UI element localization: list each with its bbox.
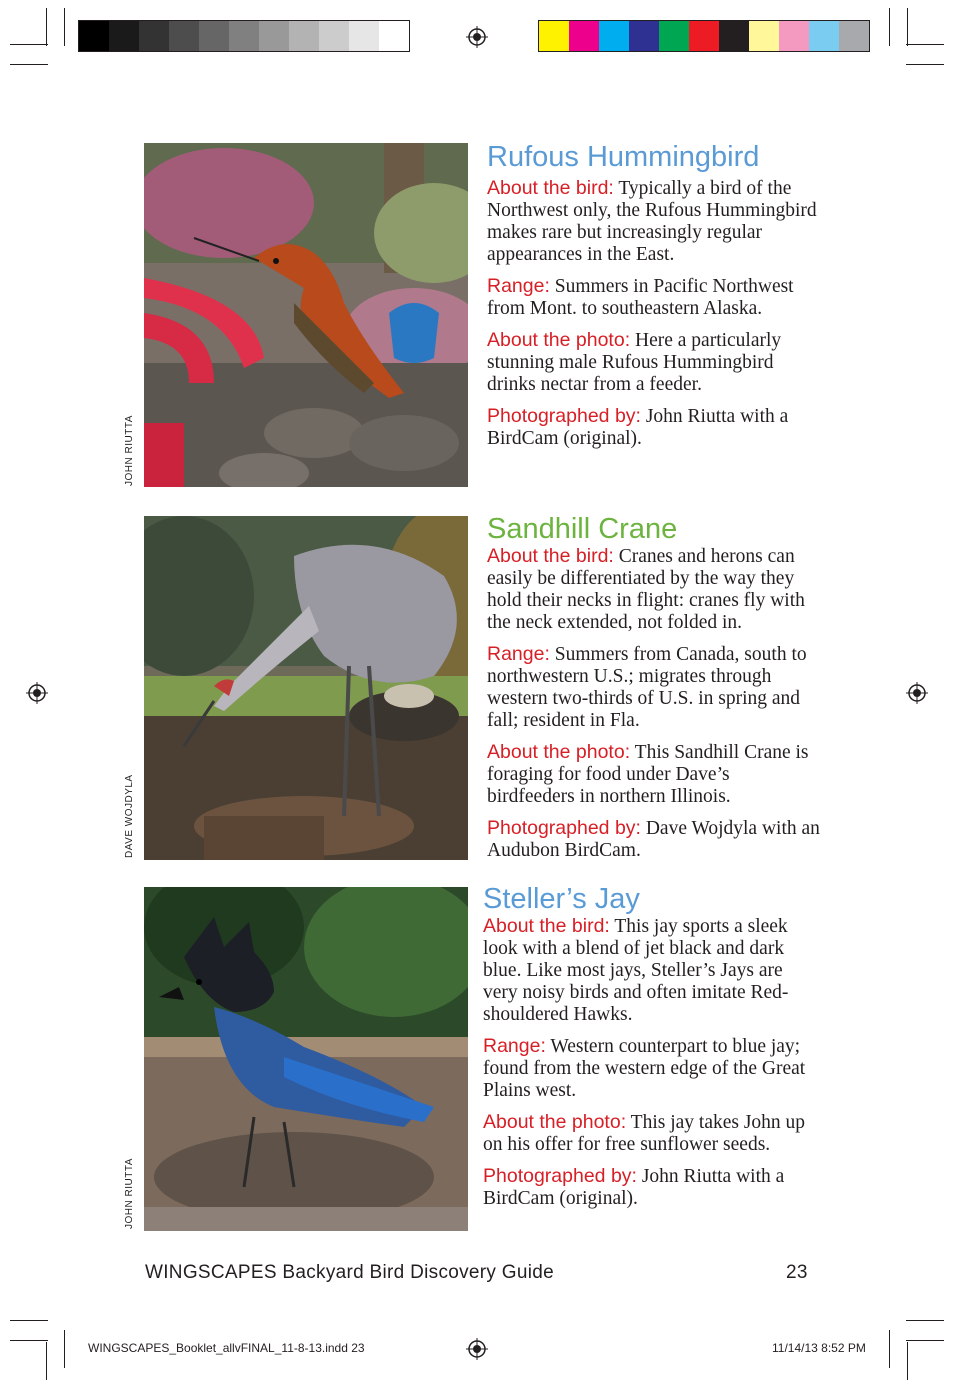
registration-mark-icon [466,1338,488,1360]
crop-mark [889,1330,890,1368]
photographer-paragraph [483,1165,818,1210]
crop-mark [46,8,47,46]
bird-title: Sandhill Crane [487,513,678,545]
color-swatch [289,21,319,51]
color-swatch [319,21,349,51]
color-swatch [139,21,169,51]
page-number: 23 [786,1262,808,1283]
crop-mark [906,1320,944,1321]
file-slug: WINGSCAPES_Booklet_allvFINAL_11-8-13.indd 23 [88,1341,365,1355]
guide-title-footer: WINGSCAPES Backyard Bird Discovery Guide [145,1262,555,1283]
bird-title: Rufous Hummingbird [487,141,760,173]
color-swatch [749,21,779,51]
color-swatch [199,21,229,51]
range-label: Range: [487,643,550,665]
color-swatch [719,21,749,51]
about-photo-text: This jay takes John up on his offer for free sunflower seeds. [483,1112,806,1155]
about-bird-text: Cranes and herons can easily be differentiated by the way they hold their necks in flight: cranes fly with the neck extended, not folded in. [487,546,805,633]
bird-title: Steller’s Jay [483,883,640,915]
about-bird-label: About the bird: [487,545,614,567]
about-photo-paragraph [487,329,822,396]
photo-credit: DAVE WOJDYLA [124,774,135,858]
about-bird-label: About the bird: [487,177,614,199]
about-bird-paragraph [487,545,822,634]
bird-entry-rufous-hummingbird [487,141,822,459]
bird-entry-stellers-jay [483,883,818,1219]
range-label: Range: [487,275,550,297]
range-text: Summers from Canada, south to northwestern U.S.; migrates through western two-thirds of U.S. in spring and fall; resident in Fla. [487,644,807,731]
photo-credit: JOHN RIUTTA [124,415,135,486]
color-swatch [349,21,379,51]
about-photo-paragraph [483,1111,818,1156]
photographer-text: John Riutta with a BirdCam (original). [483,1166,785,1209]
about-bird-text: This jay sports a sleek look with a blend of jet black and dark blue. Like most jays, Steller’s Jays are very noisy birds and often imitate Red-shouldered Hawks. [483,916,789,1025]
range-paragraph [483,1035,818,1102]
range-text: Summers in Pacific Northwest from Mont. to southeastern Alaska. [487,276,794,319]
crop-mark [10,1340,48,1341]
photographer-text: John Riutta with a BirdCam (original). [487,406,789,449]
color-swatch [169,21,199,51]
crop-mark [46,1342,47,1380]
color-swatch [629,21,659,51]
color-swatch [79,21,109,51]
about-bird-paragraph [487,177,822,266]
crop-mark [64,8,65,46]
crop-mark [889,8,890,46]
photographer-paragraph [487,405,822,450]
color-swatch [109,21,139,51]
sandhill-crane-photo [144,516,468,860]
photographer-label: Photographed by: [487,405,641,427]
registration-mark-icon [26,682,48,704]
crop-mark [64,1330,65,1368]
color-swatch [599,21,629,51]
stellers-jay-photo [144,887,468,1231]
about-photo-label: About the photo: [487,741,631,763]
color-swatch [779,21,809,51]
bird-entry-sandhill-crane [487,513,822,871]
crop-mark [10,44,48,45]
color-swatch [659,21,689,51]
color-swatch [379,21,409,51]
photo-credit: JOHN RIUTTA [124,1158,135,1229]
registration-mark-icon [466,26,488,48]
about-bird-text: Typically a bird of the Northwest only, the Rufous Hummingbird makes rare but increasingly regular appearances in the East. [487,178,817,265]
range-text: Western counterpart to blue jay; found from the western edge of the Great Plains west. [483,1036,806,1101]
registration-mark-icon [906,682,928,704]
crop-mark [10,1320,48,1321]
crop-mark [906,1340,944,1341]
about-photo-text: This Sandhill Crane is foraging for food under Dave’s birdfeeders in northern Illinois. [487,742,809,807]
color-swatch [809,21,839,51]
print-timestamp: 11/14/13 8:52 PM [772,1341,866,1355]
crop-mark [907,8,908,46]
range-label: Range: [483,1035,546,1057]
rufous-hummingbird-photo [144,143,468,487]
photographer-paragraph [487,817,822,862]
crop-mark [10,64,48,65]
range-paragraph [487,275,822,320]
photographer-label: Photographed by: [483,1165,637,1187]
color-swatch [839,21,869,51]
crop-mark [906,64,944,65]
about-photo-label: About the photo: [483,1111,627,1133]
about-photo-paragraph [487,741,822,808]
color-swatch [539,21,569,51]
about-bird-paragraph [483,915,818,1026]
photographer-label: Photographed by: [487,817,641,839]
about-photo-text: Here a particularly stunning male Rufous Hummingbird drinks nectar from a feeder. [487,330,782,395]
color-swatch [689,21,719,51]
photographer-text: Dave Wojdyla with an Audubon BirdCam. [487,818,820,861]
process-color-bar [538,20,870,52]
range-paragraph [487,643,822,732]
color-swatch [569,21,599,51]
color-swatch [259,21,289,51]
crop-mark [906,44,944,45]
color-swatch [229,21,259,51]
grayscale-color-bar [78,20,410,52]
crop-mark [907,1342,908,1380]
about-bird-label: About the bird: [483,915,610,937]
about-photo-label: About the photo: [487,329,631,351]
